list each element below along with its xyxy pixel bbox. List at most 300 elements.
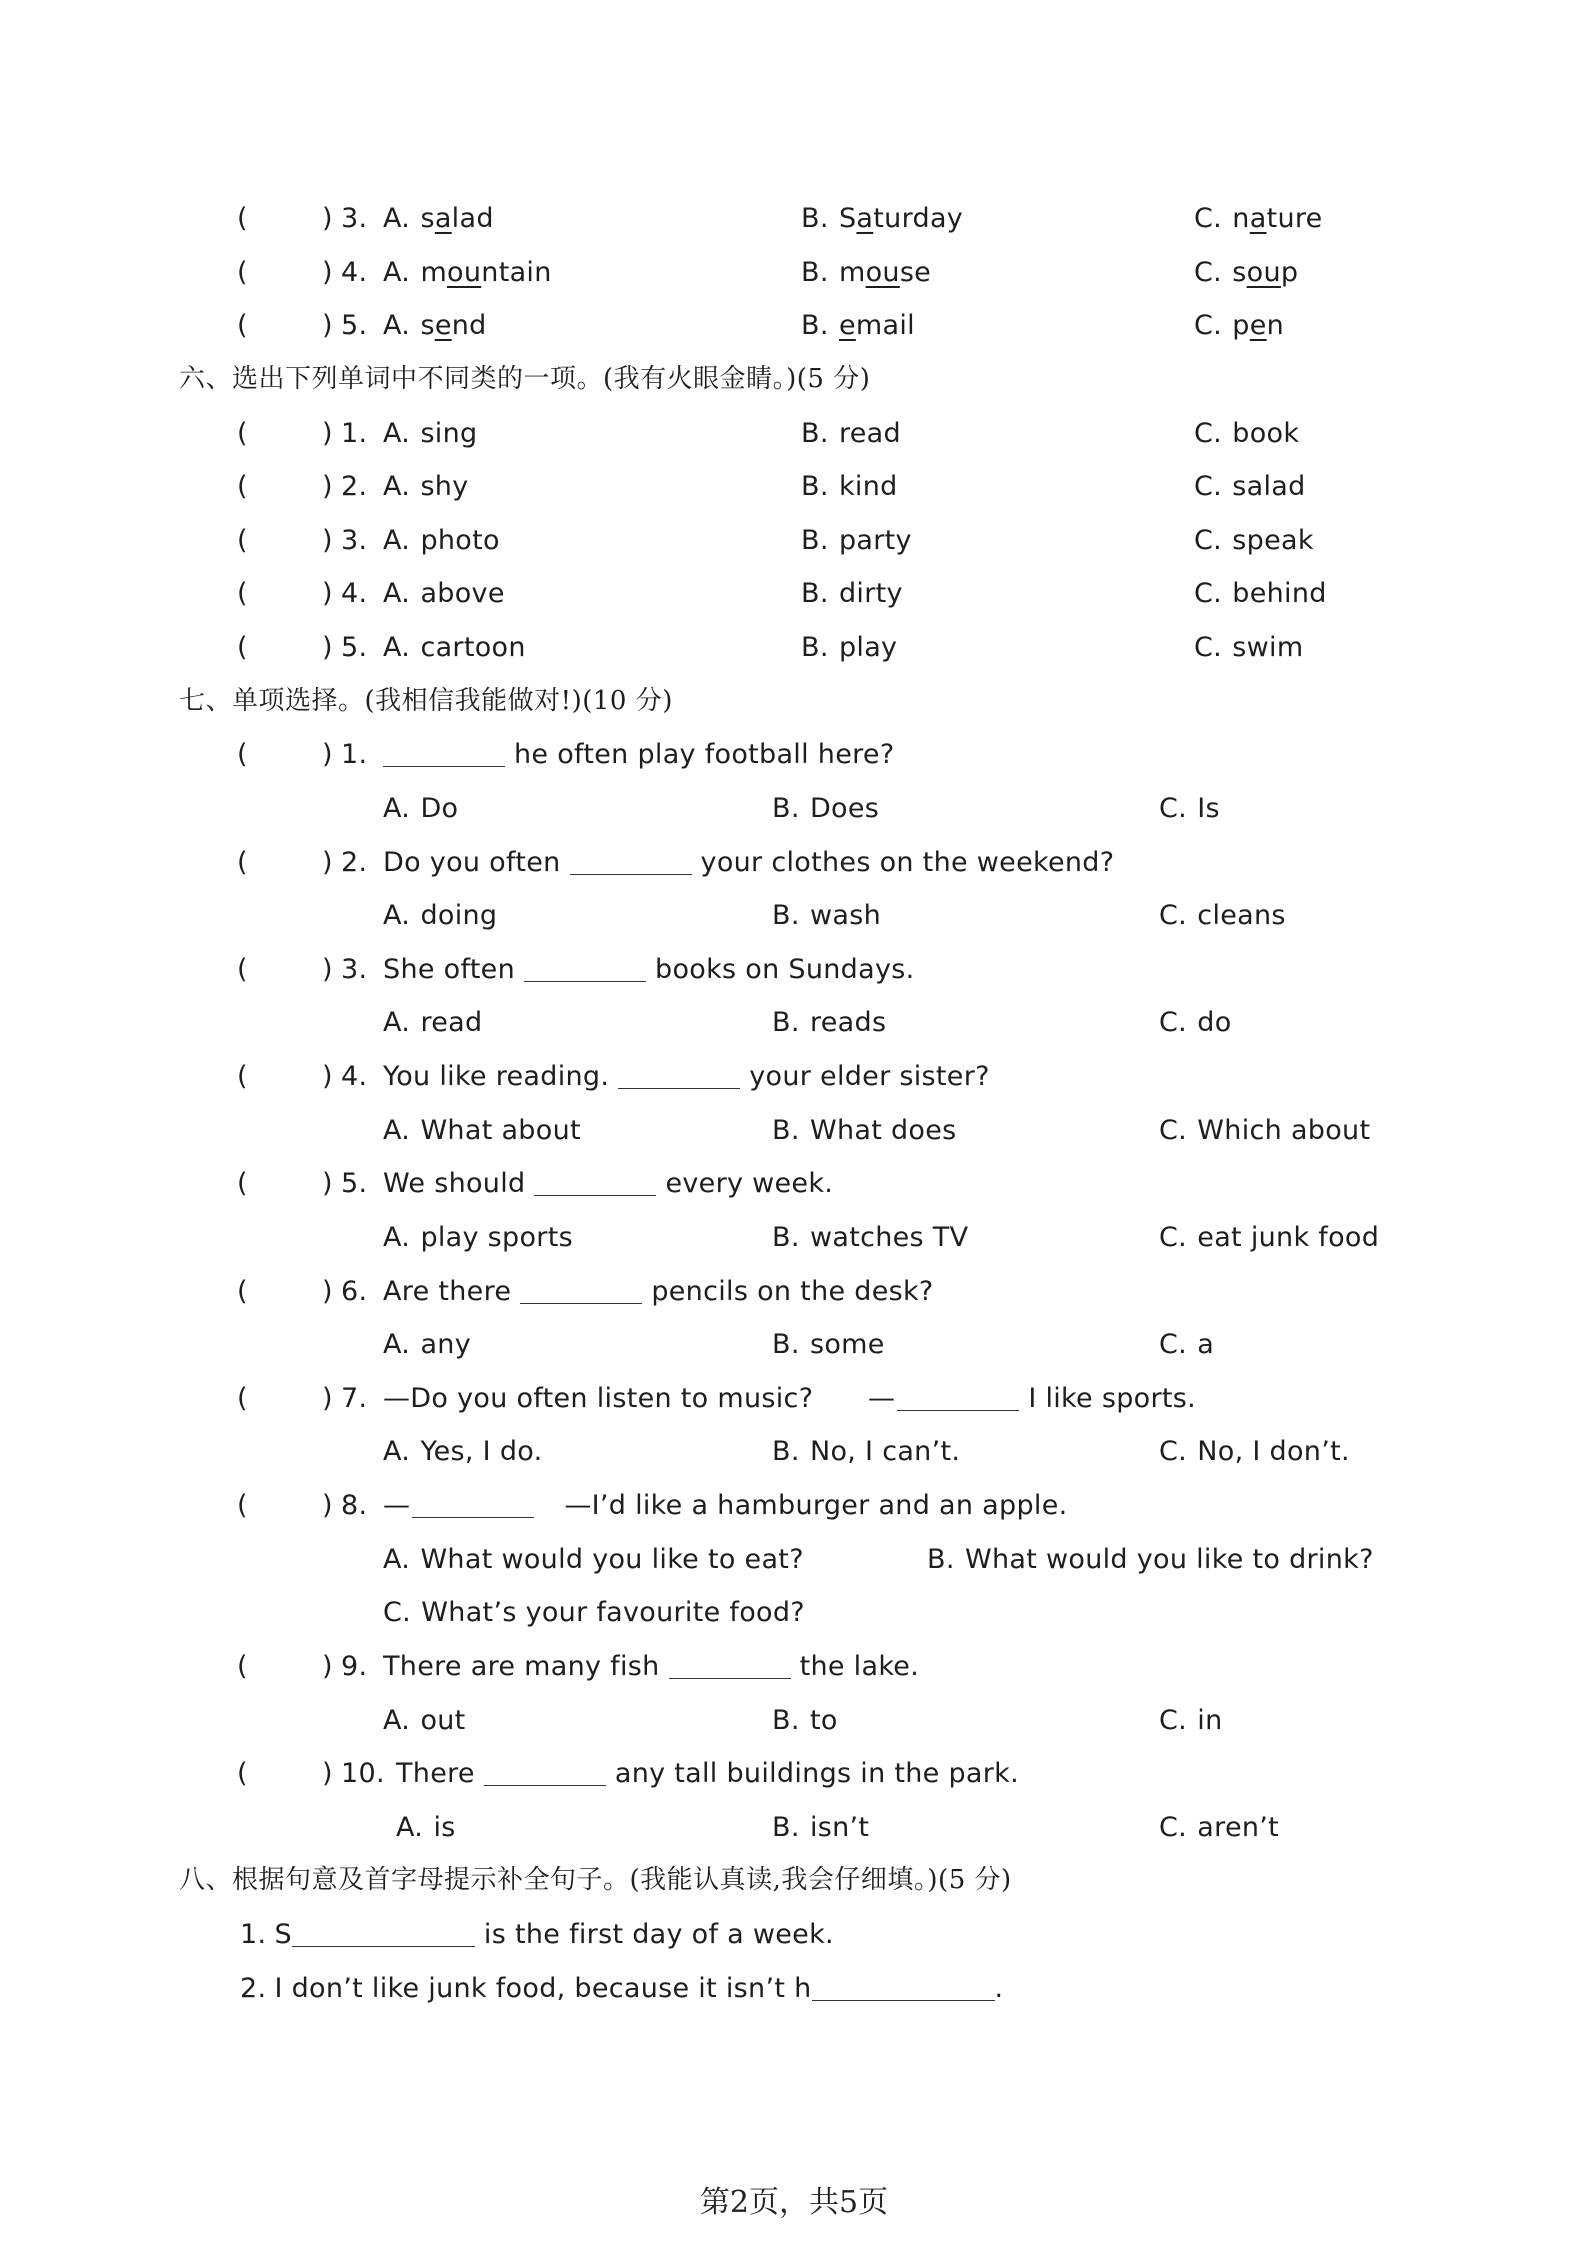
word-part: m <box>838 256 866 288</box>
option-a <box>383 1425 543 1479</box>
fill-sentence-1 <box>0 1908 1588 1962</box>
option-word <box>420 203 493 234</box>
question-number: 3. <box>341 524 368 556</box>
option-label: C. <box>1159 1811 1188 1843</box>
fill-blank <box>570 846 692 875</box>
word-part: ntain <box>481 256 552 288</box>
option-label: A. <box>383 1543 411 1575</box>
word-part: p <box>1232 310 1250 342</box>
option-a <box>383 567 505 621</box>
answer-bracket-open: ( <box>237 310 248 342</box>
option-a <box>383 1211 573 1265</box>
stem-text: — <box>383 1490 411 1521</box>
option-c <box>1194 514 1314 568</box>
option-text: out <box>420 1704 466 1736</box>
option-label: C. <box>1194 578 1223 610</box>
option-label: B. <box>927 1543 955 1575</box>
option-b <box>801 246 931 300</box>
option-label: B. <box>801 524 829 556</box>
stem-text: books on Sundays. <box>655 953 915 985</box>
option-label: A. <box>383 310 411 342</box>
mc-question-1 <box>0 728 1588 782</box>
option-c <box>1194 299 1284 353</box>
mc-options-9 <box>0 1694 1588 1748</box>
stem-text: your elder sister? <box>749 1061 990 1092</box>
answer-bracket-open: ( <box>237 524 248 556</box>
stem-text: There are many fish <box>383 1650 660 1682</box>
option-label: B. <box>801 632 829 663</box>
option-a <box>383 621 526 675</box>
answer-bracket-close: ) <box>322 846 333 878</box>
stem-text: pencils on the desk? <box>651 1275 934 1307</box>
stem-text: the lake. <box>799 1650 920 1682</box>
option-b <box>772 996 886 1050</box>
answer-stem <box>868 1372 1196 1426</box>
answer-bracket-open: ( <box>237 256 248 288</box>
option-text: eat junk food <box>1197 1221 1380 1253</box>
option-text: Does <box>809 792 880 824</box>
answer-bracket-open: ( <box>237 1168 248 1200</box>
option-label: C. <box>1194 632 1223 663</box>
option-b <box>772 1694 838 1748</box>
option-c <box>383 1586 805 1640</box>
answer-bracket-close: ) <box>322 578 333 610</box>
option-c <box>1159 1318 1214 1372</box>
option-text: reads <box>809 1007 887 1039</box>
option-word: photo <box>420 524 500 556</box>
option-a <box>383 514 500 568</box>
question-number: 2. <box>341 471 368 503</box>
stem-text: There <box>396 1758 475 1790</box>
question-stem: —Do you often listen to music? <box>383 1382 814 1414</box>
option-text: watches TV <box>809 1221 969 1253</box>
option-c <box>1159 1694 1223 1748</box>
option-b <box>772 782 879 836</box>
fill-blank <box>292 1918 475 1947</box>
option-text: cleans <box>1197 900 1286 932</box>
stem-text: Do you often <box>383 846 561 878</box>
option-word: speak <box>1232 524 1314 556</box>
option-b <box>772 889 881 943</box>
question-stem <box>383 836 1114 890</box>
page-number-footer: 第2页，共5页 <box>699 2185 889 2220</box>
sentence <box>240 1962 1003 2016</box>
option-a <box>396 1801 456 1855</box>
fill-blank <box>412 1489 534 1518</box>
option-b <box>772 1318 885 1372</box>
option-label: B. <box>772 1329 800 1361</box>
option-label: A. <box>383 1436 411 1468</box>
option-label: B. <box>801 417 829 449</box>
underlined-letters: e <box>838 310 856 342</box>
answer-bracket-close: ) <box>322 417 333 449</box>
option-label: C. <box>1194 417 1223 449</box>
option-label: C. <box>1159 1329 1188 1361</box>
option-c <box>1159 1425 1350 1479</box>
option-label: A. <box>383 1114 411 1146</box>
word-part: turday <box>873 203 964 234</box>
section-title: 六、选出下列单词中不同类的一项。(我有火眼金睛。)(5 分) <box>179 363 871 394</box>
option-label: B. <box>772 1221 800 1253</box>
mc-question-5 <box>0 1157 1588 1211</box>
question-stem <box>383 728 894 782</box>
answer-bracket-open: ( <box>237 1382 248 1414</box>
option-text: Is <box>1197 792 1220 824</box>
answer-bracket-close: ) <box>322 1275 333 1307</box>
mc-question-9 <box>0 1640 1588 1694</box>
option-a <box>383 1533 804 1587</box>
answer-bracket-close: ) <box>322 1490 333 1521</box>
option-label: B. <box>772 1114 800 1146</box>
option-c <box>1194 567 1327 621</box>
answer-bracket-close: ) <box>322 1168 333 1200</box>
option-b <box>801 407 901 461</box>
option-label: B. <box>772 1436 800 1468</box>
option-label: A. <box>383 792 411 824</box>
option-label: B. <box>801 310 829 342</box>
option-label: A. <box>396 1811 424 1843</box>
question-stem <box>396 1747 1019 1801</box>
option-label: A. <box>383 1704 411 1736</box>
option-text: What about <box>420 1114 581 1146</box>
option-a <box>383 889 497 943</box>
option-label: B. <box>772 792 800 824</box>
question-number: 4. <box>341 256 368 288</box>
option-text: Do <box>420 792 459 824</box>
option-label: C. <box>1194 310 1223 342</box>
option-b <box>772 1425 960 1479</box>
question-number: 5. <box>341 1168 368 1200</box>
option-text: No, I don’t. <box>1197 1436 1350 1468</box>
option-word <box>1232 203 1322 234</box>
option-word: above <box>420 578 505 610</box>
answer-bracket-open: ( <box>237 471 248 503</box>
answer-bracket-open: ( <box>237 578 248 610</box>
mc-question-6 <box>0 1265 1588 1319</box>
mc-options-10 <box>0 1801 1588 1855</box>
word-part: n <box>1232 203 1250 234</box>
option-word <box>1232 310 1284 341</box>
option-label: B. <box>801 256 829 288</box>
answer-bracket-close: ) <box>322 1650 333 1682</box>
option-text: play sports <box>420 1221 573 1253</box>
underlined-letters: a <box>1249 203 1267 234</box>
answer-bracket-open: ( <box>237 1061 248 1092</box>
underlined-letters: e <box>1249 310 1267 342</box>
option-text: to <box>809 1704 838 1736</box>
option-text: in <box>1197 1704 1223 1736</box>
sentence-text: . <box>994 1972 1004 2004</box>
stem-text: — <box>868 1382 896 1414</box>
underlined-letters: ou <box>865 256 900 288</box>
option-label: C. <box>1159 1221 1188 1253</box>
option-label: C. <box>1159 792 1188 824</box>
underlined-letters: a <box>856 203 874 234</box>
question-number: 10. <box>341 1758 385 1790</box>
answer-bracket-open: ( <box>237 953 248 985</box>
option-word <box>1232 257 1298 288</box>
word-part: lad <box>451 203 494 234</box>
option-word: kind <box>838 471 898 503</box>
option-label: C. <box>1194 524 1223 556</box>
option-c <box>1194 407 1299 461</box>
option-b <box>772 1104 957 1158</box>
question-number: 5. <box>341 632 368 663</box>
answer-bracket-close: ) <box>322 471 333 503</box>
option-c <box>1159 889 1286 943</box>
option-word: shy <box>420 471 469 503</box>
mc-question-7 <box>0 1372 1588 1426</box>
section-6-header <box>0 353 1588 407</box>
option-b <box>927 1533 1374 1587</box>
option-a <box>383 782 458 836</box>
option-a <box>383 460 469 514</box>
option-word <box>420 310 486 341</box>
phonics-row-5 <box>0 299 1588 353</box>
answer-bracket-open: ( <box>237 1758 248 1790</box>
option-label: C. <box>1194 256 1223 288</box>
option-word <box>839 257 931 288</box>
answer-bracket-close: ) <box>322 1382 333 1414</box>
option-label: A. <box>383 632 411 663</box>
option-label: C. <box>1159 1007 1188 1039</box>
option-label: A. <box>383 578 411 610</box>
option-c <box>1159 996 1232 1050</box>
option-word: sing <box>420 417 478 449</box>
sentence-text: I don’t like junk food, because it isn’t h <box>274 1972 812 2004</box>
option-a <box>383 1104 581 1158</box>
odd-one-out-row-1 <box>0 407 1588 461</box>
option-b <box>772 1801 869 1855</box>
option-b <box>801 460 898 514</box>
option-label: C. <box>1159 1704 1188 1736</box>
option-text: What does <box>809 1114 957 1146</box>
question-stem <box>383 1640 919 1694</box>
answer-bracket-open: ( <box>237 846 248 878</box>
stem-text: We should <box>383 1168 526 1200</box>
answer-bracket-close: ) <box>322 310 333 342</box>
sentence-text: S <box>274 1919 292 1950</box>
option-text: a <box>1197 1329 1215 1361</box>
answer-bracket-close: ) <box>322 739 333 771</box>
odd-one-out-row-2 <box>0 460 1588 514</box>
option-word: salad <box>1232 471 1306 503</box>
mc-options-8 <box>0 1533 1588 1587</box>
question-number: 8. <box>341 1490 368 1521</box>
fill-blank <box>812 1972 995 2001</box>
stem-text: Are there <box>383 1275 512 1307</box>
question-stem <box>383 1050 990 1104</box>
mc-options-4 <box>0 1104 1588 1158</box>
word-part: mail <box>855 310 915 342</box>
option-text: What would you like to eat? <box>420 1543 804 1575</box>
option-c <box>1194 621 1303 675</box>
option-label: A. <box>383 1221 411 1253</box>
option-word <box>839 310 915 341</box>
answer-bracket-close: ) <box>322 1758 333 1790</box>
fill-blank <box>534 1167 656 1196</box>
option-word: cartoon <box>420 632 526 663</box>
word-part: S <box>838 203 857 234</box>
mc-question-8 <box>0 1479 1588 1533</box>
option-label: C. <box>383 1597 412 1629</box>
word-part: s <box>420 310 435 342</box>
stem-text: every week. <box>665 1168 834 1200</box>
underlined-letters: ou <box>447 256 482 288</box>
sentence <box>240 1908 834 1962</box>
fill-blank <box>383 738 505 767</box>
option-word <box>839 203 963 234</box>
question-number: 1. <box>341 417 368 449</box>
question-stem <box>383 1265 934 1319</box>
option-label: B. <box>772 1007 800 1039</box>
option-c <box>1159 1104 1370 1158</box>
underlined-letters: ou <box>1246 256 1281 288</box>
word-part: n <box>1266 310 1285 342</box>
option-label: A. <box>383 1329 411 1361</box>
option-label: C. <box>1159 1114 1188 1146</box>
sentence-text: is the first day of a week. <box>483 1919 834 1950</box>
mc-options-7 <box>0 1425 1588 1479</box>
fill-blank <box>618 1060 740 1089</box>
question-number: 3. <box>341 953 368 985</box>
option-word: play <box>838 632 898 663</box>
section-title: 八、根据句意及首字母提示补全句子。(我能认真读,我会仔细填。)(5 分) <box>179 1865 1012 1896</box>
mc-options-6 <box>0 1318 1588 1372</box>
fill-blank <box>897 1382 1019 1411</box>
question-number: 4. <box>341 1061 368 1092</box>
answer-bracket-open: ( <box>237 203 248 234</box>
phonics-row-3 <box>0 192 1588 246</box>
option-word: book <box>1232 417 1300 449</box>
option-label: A. <box>383 417 411 449</box>
option-text: Yes, I do. <box>420 1436 543 1468</box>
option-label: A. <box>383 1007 411 1039</box>
option-a <box>383 996 482 1050</box>
stem-text: he often play football here? <box>514 739 895 771</box>
option-text: read <box>420 1007 483 1039</box>
option-c <box>1159 782 1220 836</box>
option-word: behind <box>1232 578 1327 610</box>
word-part: s <box>1232 256 1247 288</box>
question-number: 7. <box>341 1382 368 1414</box>
mc-options-5 <box>0 1211 1588 1265</box>
underlined-letters: a <box>434 203 452 234</box>
stem-text: your clothes on the weekend? <box>700 846 1115 878</box>
mc-options-8-cont <box>0 1586 1588 1640</box>
answer-bracket-open: ( <box>237 417 248 449</box>
answer-bracket-close: ) <box>322 524 333 556</box>
answer-bracket-open: ( <box>237 1490 248 1521</box>
question-stem <box>383 1157 833 1211</box>
option-text: some <box>809 1329 885 1361</box>
question-stem <box>383 943 914 997</box>
word-part: nd <box>451 310 487 342</box>
option-word: dirty <box>838 578 903 610</box>
option-label: A. <box>383 900 411 932</box>
option-a <box>383 299 487 353</box>
option-label: B. <box>772 1704 800 1736</box>
option-text: wash <box>809 900 881 932</box>
answer-bracket-close: ) <box>322 203 333 234</box>
option-label: C. <box>1194 471 1223 503</box>
option-text: do <box>1197 1007 1232 1039</box>
question-number: 5. <box>341 310 368 342</box>
section-7-header <box>0 675 1588 729</box>
option-b <box>801 567 903 621</box>
word-part: ture <box>1266 203 1323 234</box>
question-number: 6. <box>341 1275 368 1307</box>
question-number: 2. <box>240 1972 267 2004</box>
mc-question-3 <box>0 943 1588 997</box>
stem-text: You like reading. <box>383 1061 610 1092</box>
section-8-header <box>0 1854 1588 1908</box>
answer-bracket-close: ) <box>322 632 333 663</box>
question-number: 4. <box>341 578 368 610</box>
exam-page <box>0 192 1588 2015</box>
answer-bracket-open: ( <box>237 1275 248 1307</box>
option-label: C. <box>1194 203 1223 234</box>
option-text: No, I can’t. <box>809 1436 961 1468</box>
option-label: A. <box>383 471 411 503</box>
mc-question-2 <box>0 836 1588 890</box>
fill-blank <box>484 1757 606 1786</box>
option-text: isn’t <box>809 1811 870 1843</box>
odd-one-out-row-5 <box>0 621 1588 675</box>
question-number: 9. <box>341 1650 368 1682</box>
phonics-row-4 <box>0 246 1588 300</box>
option-text: is <box>433 1811 456 1843</box>
section-title: 七、单项选择。(我相信我能做对!)(10 分) <box>179 685 673 716</box>
option-text: What’s your favourite food? <box>421 1597 805 1629</box>
stem-text: —I’d like a hamburger and an apple. <box>564 1490 1068 1521</box>
option-c <box>1159 1211 1379 1265</box>
option-b <box>801 299 915 353</box>
word-part: p <box>1280 256 1299 288</box>
option-a <box>383 246 552 300</box>
option-b <box>801 621 897 675</box>
odd-one-out-row-4 <box>0 567 1588 621</box>
underlined-letters: e <box>434 310 452 342</box>
stem-text: any tall buildings in the park. <box>614 1758 1019 1790</box>
word-part: s <box>420 203 435 234</box>
question-number: 1. <box>341 739 368 771</box>
question-number: 1. <box>240 1919 267 1950</box>
answer-bracket-open: ( <box>237 739 248 771</box>
mc-question-4 <box>0 1050 1588 1104</box>
mc-options-1 <box>0 782 1588 836</box>
option-b <box>801 192 963 246</box>
option-label: B. <box>801 471 829 503</box>
option-c <box>1194 246 1298 300</box>
option-text: aren’t <box>1197 1811 1280 1843</box>
stem-text: I like sports. <box>1028 1382 1196 1414</box>
question-number: 3. <box>341 203 368 234</box>
option-text: any <box>420 1329 471 1361</box>
mc-question-10 <box>0 1747 1588 1801</box>
stem-text: She often <box>383 953 516 985</box>
option-label: A. <box>383 203 411 234</box>
answer-bracket-open: ( <box>237 632 248 663</box>
question-number: 2. <box>341 846 368 878</box>
fill-blank <box>669 1650 791 1679</box>
option-a <box>383 1318 471 1372</box>
mc-options-3 <box>0 996 1588 1050</box>
option-label: B. <box>772 1811 800 1843</box>
option-word: swim <box>1232 632 1304 663</box>
fill-blank <box>524 953 646 982</box>
answer-bracket-close: ) <box>322 256 333 288</box>
